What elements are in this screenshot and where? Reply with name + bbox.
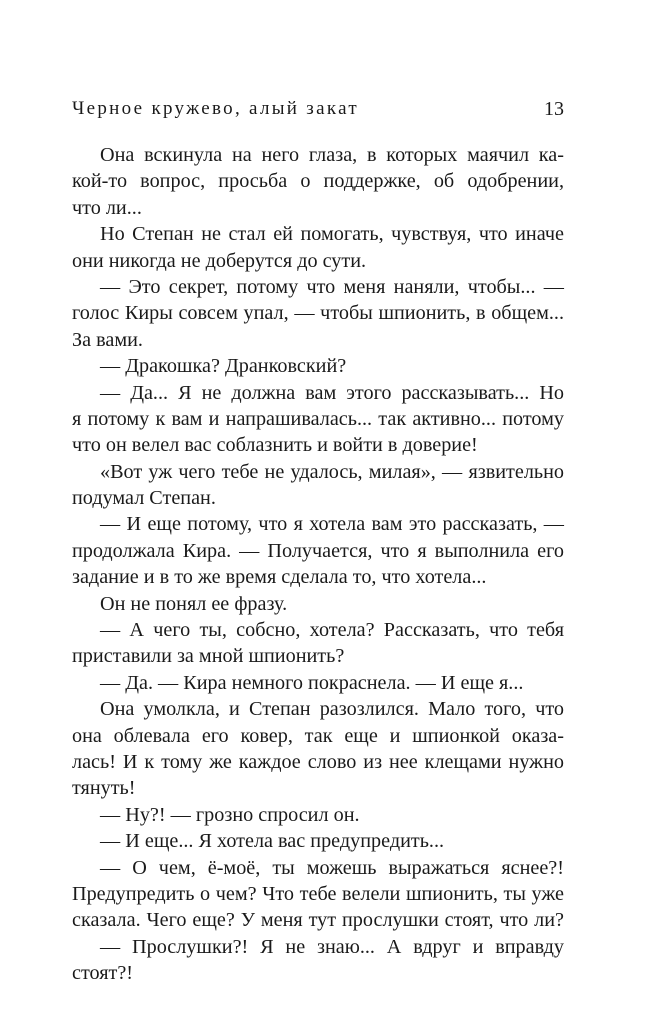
text-line: — О чем, ё-моё, ты можешь выражаться яснее?!: [100, 856, 564, 879]
text-line: — Прослушки?! Я не знаю... А вдруг и вправду: [100, 935, 564, 958]
text-line: лась! И к тому же каждое слово из нее клещами нужно: [72, 750, 564, 773]
text-line: «Вот уж чего тебе не удалось, милая», — язвительно: [100, 460, 564, 483]
text-line: она облевала его ковер, так еще и шпионкой оказа-: [72, 724, 564, 747]
text-line: продолжала Кира. — Получается, что я выполнила его: [72, 539, 564, 562]
text-line: — И еще потому, что я хотела вам это рассказать, —: [100, 513, 564, 536]
text-line: — Да. — Кира немного покраснела. — И еще я...: [100, 671, 524, 694]
text-line: приставили за мной шпионить?: [72, 645, 345, 668]
text-line: Она умолкла, и Степан разозлился. Мало того, что: [100, 698, 564, 721]
text-line: задание и в то же время сделала то, что хотела...: [72, 566, 487, 589]
text-line: сказала. Чего еще? У меня тут прослушки стоят, что ли?: [72, 909, 564, 932]
text-line: — И еще... Я хотела вас предупредить...: [100, 830, 445, 853]
text-line: Она вскинула на него глаза, в которых маячил ка-: [100, 144, 564, 166]
text-line: голос Киры совсем упал, — чтобы шпионить, в общем...: [72, 302, 564, 325]
text-line: — А чего ты, собсно, хотела? Рассказать, что тебя: [100, 619, 564, 642]
text-line: — Ну?! — грозно спросил он.: [100, 803, 360, 826]
page-number: 13: [544, 98, 564, 120]
text-line: я потому к вам и напрашивалась... так активно... потому: [72, 407, 564, 430]
running-title: Черное кружево, алый закат: [72, 98, 359, 119]
text-line: Он не понял ее фразу.: [100, 592, 288, 615]
text-line: — Дракошка? Дранковский?: [100, 355, 347, 378]
running-header: [72, 98, 564, 126]
text-line: Но Степан не стал ей помогать, чувствуя, что иначе: [100, 223, 564, 246]
text-line: что он велел вас соблазнить и войти в доверие!: [72, 434, 478, 457]
text-line: кой-то вопрос, просьба о поддержке, об одобрении,: [72, 170, 564, 193]
text-line: — Да... Я не должна вам этого рассказывать... Но: [100, 381, 564, 404]
text-line: — Это секрет, потому что меня наняли, чтобы... —: [100, 275, 564, 298]
text-line: За вами.: [72, 328, 143, 351]
text-line: они никогда не доберутся до сути.: [72, 249, 367, 272]
text-line: подумал Степан.: [72, 487, 216, 510]
text-line: тянуть!: [72, 777, 136, 800]
text-line: Предупредить о чем? Что тебе велели шпионить, ты уже: [72, 882, 564, 905]
text-line: что ли...: [72, 196, 142, 219]
body-text: [72, 142, 564, 987]
text-line: стоят?!: [72, 962, 134, 985]
